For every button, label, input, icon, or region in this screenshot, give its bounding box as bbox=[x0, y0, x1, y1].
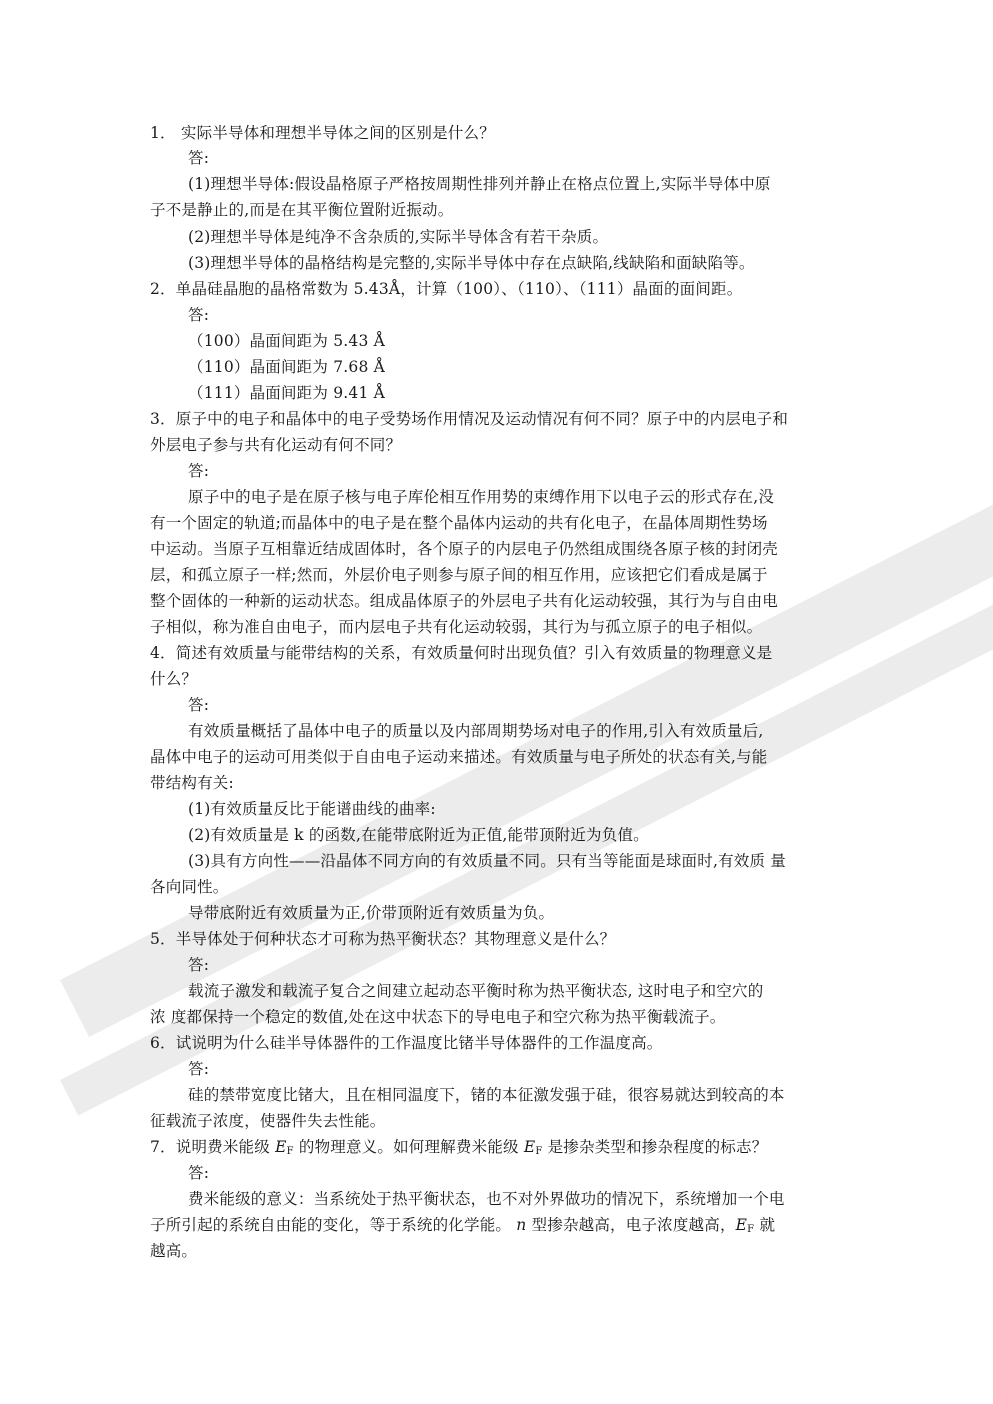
answer-label: 答: bbox=[188, 1060, 210, 1078]
paragraph-line: 子不是静止的,而是在其平衡位置附近振动。 bbox=[150, 201, 454, 219]
paragraph-line: （100）晶面间距为 5.43 Å bbox=[188, 332, 386, 350]
paragraph-line: 整个固体的一种新的运动状态。组成晶体原子的外层电子共有化运动较强，其行为与自由电 bbox=[150, 592, 779, 610]
question-line: 4．简述有效质量与能带结构的关系，有效质量何时出现负值？引入有效质量的物理意义是 bbox=[150, 644, 773, 662]
paragraph-line: 带结构有关: bbox=[150, 774, 234, 792]
paragraph-line: 外层电子参与共有化运动有何不同？ bbox=[150, 436, 402, 454]
answer-label: 答: bbox=[188, 149, 210, 167]
paragraph-line: 导带底附近有效质量为正,价带顶附近有效质量为负。 bbox=[188, 904, 555, 922]
paragraph-line: (2)理想半导体是纯净不含杂质的,实际半导体含有若干杂质。 bbox=[188, 228, 609, 246]
paragraph-line: (1)理想半导体:假设晶格原子严格按周期性排列并静止在格点位置上,实际半导体中原 bbox=[188, 175, 771, 193]
question-line: 5．半导体处于何种状态才可称为热平衡状态？其物理意义是什么？ bbox=[150, 930, 616, 948]
question-line: 3．原子中的电子和晶体中的电子受势场作用情况及运动情况有何不同？原子中的内层电子和 bbox=[150, 410, 789, 428]
paragraph-line: (2)有效质量是 k 的函数,在能带底附近为正值,能带顶附近为负值。 bbox=[188, 826, 649, 844]
paragraph-line: 浓 度都保持一个稳定的数值,处在这中状态下的导电电子和空穴称为热平衡载流子。 bbox=[150, 1008, 726, 1026]
question-line: 1． 实际半导体和理想半导体之间的区别是什么？ bbox=[150, 124, 495, 142]
question-7: 7．说明费米能级 $E_F$ 的物理意义。如何理解费米能级 $E_F$ 是掺杂类型和掺杂程度的标志？ bbox=[150, 1138, 768, 1157]
paragraph-line: 越高。 bbox=[150, 1242, 198, 1260]
paragraph-line: 晶体中电子的运动可用类似于自由电子运动来描述。有效质量与电子所处的状态有关,与能 bbox=[150, 748, 768, 766]
paragraph-line: （110）晶面间距为 7.68 Å bbox=[188, 358, 386, 376]
paragraph-line: 层，和孤立原子一样;然而，外层价电子则参与原子间的相互作用，应该把它们看成是属于 bbox=[150, 566, 768, 584]
answer-label: 答: bbox=[188, 1164, 210, 1182]
paragraph-line: 各向同性。 bbox=[150, 878, 229, 896]
paragraph-line: 载流子激发和载流子复合之间建立起动态平衡时称为热平衡状态, 这时电子和空穴的 bbox=[188, 982, 764, 1000]
answer-label: 答: bbox=[188, 306, 210, 324]
paragraph-line: (1)有效质量反比于能谱曲线的曲率: bbox=[188, 800, 436, 818]
paragraph-line: (3)具有方向性——沿晶体不同方向的有效质量不同。只有当等能面是球面时,有效质 量 bbox=[188, 852, 787, 870]
paragraph-line: 有一个固定的轨道;而晶体中的电子是在整个晶体内运动的共有化电子，在晶体周期性势场 bbox=[150, 514, 768, 532]
paragraph-line: 中运动。当原子互相靠近结成固体时，各个原子的内层电子仍然组成围绕各原子核的封闭壳 bbox=[150, 540, 779, 558]
paragraph-line: 子所引起的系统自由能的变化，等于系统的化学能。 n 型掺杂越高，电子浓度越高，$E_F$ 就 bbox=[150, 1216, 776, 1235]
paragraph-line: 费米能级的意义：当系统处于热平衡状态，也不对外界做功的情况下，系统增加一个电 bbox=[188, 1190, 785, 1208]
paragraph-line: 有效质量概括了晶体中电子的质量以及内部周期势场对电子的作用,引入有效质量后, bbox=[188, 722, 764, 740]
question-line: 6．试说明为什么硅半导体器件的工作温度比锗半导体器件的工作温度高。 bbox=[150, 1034, 663, 1052]
paragraph-line: (3)理想半导体的晶格结构是完整的,实际半导体中存在点缺陷,线缺陷和面缺陷等。 bbox=[188, 254, 755, 272]
paragraph-line: 原子中的电子是在原子核与电子库伦相互作用势的束缚作用下以电子云的形式存在,没 bbox=[188, 488, 775, 506]
answer-label: 答: bbox=[188, 956, 210, 974]
answer-label: 答: bbox=[188, 696, 210, 714]
question-line: 2．单晶硅晶胞的晶格常数为 5.43Å，计算（100）、（110）、（111）晶面的面间距。 bbox=[150, 280, 743, 298]
paragraph-line: 子相似，称为准自由电子，而内层电子共有化运动较弱，其行为与孤立原子的电子相似。 bbox=[150, 618, 763, 636]
paragraph-line: 什么？ bbox=[150, 670, 198, 688]
paragraph-line: （111）晶面间距为 9.41 Å bbox=[188, 384, 386, 402]
paragraph-line: 征载流子浓度，使器件失去性能。 bbox=[150, 1112, 386, 1130]
paragraph-line: 硅的禁带宽度比锗大，且在相同温度下，锗的本征激发强于硅，很容易就达到较高的本 bbox=[188, 1086, 785, 1104]
answer-label: 答: bbox=[188, 462, 210, 480]
